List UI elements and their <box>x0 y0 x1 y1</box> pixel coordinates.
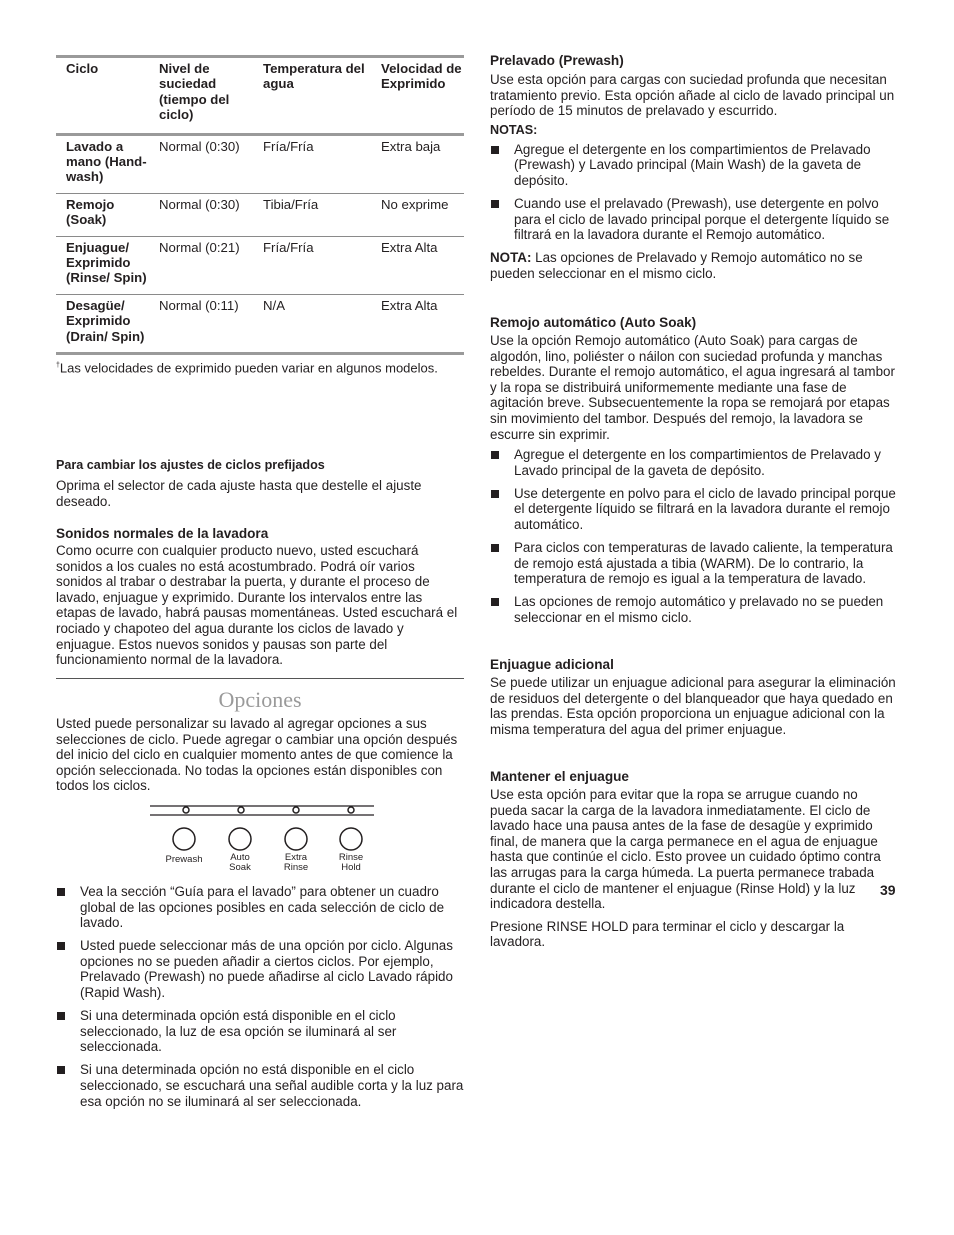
table-cell: Normal (0:21) <box>159 239 240 255</box>
cycle-table <box>56 55 464 376</box>
bullet-item: Vea la sección “Guía para el lavado” para obtener un cuadro global de las opciones posibles en cada selección de ciclo de lavado. <box>56 884 464 931</box>
section-body: Como ocurre con cualquier producto nuevo, usted escuchará sonidos a los cuales no está acostumbrado. Podrá oír varios sonidos al trabar o destrabar la puerta, y durante el proceso de lavado, enjuague y exprimido. Durante los intervalos entre las etapas de lavado, habrá pausas momentáneas. Usted escuchará el rociado y chapoteo del agua durante los ciclos de lavado y enjuague. Estos nuevos sonidos y pausas son parte del funcionamiento normal de la lavadora. <box>56 543 458 668</box>
option-label-extra-rinse: Extra Rinse <box>283 851 309 873</box>
section-body: Use la opción Remojo automático (Auto Soak) para cargas de algodón, lino, poliéster o náilon con suciedad profunda y manchas rebeldes. Durante el remojo automático, el agua ingresará al tambor y la ropa se distribuirá uniformemente mediante una fase de agitación breve. Subsecuentemente la ropa se remojará por etapas sin movimiento del tambor. Después del remojo, la lavadora se escurre sin exprimir. <box>490 333 895 442</box>
section-body: Use esta opción para cargas con suciedad profunda que necesitan tratamiento previo. Esta opción añade al ciclo de lavado principal un período de 15 minutos de prelavado y escurrido. <box>490 72 895 119</box>
bullet-item: Si una determinada opción está disponible en el ciclo seleccionado, la luz de esa opción se iluminará al ser seleccionada. <box>56 1008 464 1055</box>
option-label-rinse-hold: Rinse Hold <box>338 851 364 873</box>
prewash-note: NOTA: Las opciones de Prelavado y Remojo automático no se pueden seleccionar en el mismo ciclo. <box>490 250 863 281</box>
section-body: Usted puede personalizar su lavado al agregar opciones a sus selecciones de ciclo. Puede agregar o cambiar una opción después del inicio del ciclo en cualquier momento antes de que comience la opción seleccionada. No todas la opciones están disponibles con todos los ciclos. <box>56 716 458 794</box>
section-enjuague <box>490 657 898 737</box>
bullet-item: Las opciones de remojo automático y prelavado no se pueden seleccionar en el mismo ciclo. <box>490 594 898 625</box>
header-cell: Temperatura del agua <box>263 61 365 92</box>
section-heading: Para cambiar los ajustes de ciclos prefijados <box>56 458 325 472</box>
section-heading: Remojo automático (Auto Soak) <box>490 315 697 330</box>
table-cell: Extra baja <box>381 138 441 154</box>
table-cell: Fría/Fría <box>263 239 314 255</box>
section-heading: Sonidos normales de la lavadora <box>56 526 269 541</box>
table-cell: No exprime <box>381 196 449 212</box>
table-cell: Fría/Fría <box>263 138 314 154</box>
table-row <box>56 236 464 294</box>
prewash-notes-list <box>490 142 898 243</box>
table-row <box>56 134 464 193</box>
section-prelavado <box>490 53 898 282</box>
bullet-item: Cuando use el prelavado (Prewash), use detergente en polvo para el ciclo de lavado principal porque el detergente líquido se filtrará en la lavadora durante el Remojo automático. <box>490 196 898 243</box>
section-sonidos <box>56 526 464 668</box>
notes-label: NOTAS: <box>490 122 538 137</box>
options-panel-illustration <box>148 803 388 879</box>
bullet-item: Usted puede seleccionar más de una opción por ciclo. Algunas opciones no se pueden añadir a ciertos ciclos. Por ejemplo, Prelavado (Prewash) no puede añadirse al ciclo Lavado rápido (Rapid Wash). <box>56 938 464 1000</box>
table-cell: Enjuague/ Exprimido (Rinse/ Spin) <box>66 239 147 286</box>
section-mantener <box>490 769 898 950</box>
section-body: Use esta opción para evitar que la ropa se arrugue cuando no pueda sacar la carga de la lavadora inmediatamente. El ciclo de lavado hace una pausa antes de la fase de desagüe y exprimido final, de manera que la carga permanece en el agua de enjuague hasta que continúe el ciclo. Esto provee un cuidado óptimo contra las arrugas para la carga húmeda. La puerta permanece trabada durante el ciclo de mantener el enjuague (Rinse Hold) y la luz indicadora destella. <box>490 787 881 912</box>
table-cell: Lavado a mano (Hand-wash) <box>66 138 147 185</box>
section-body: Oprima el selector de cada ajuste hasta que destelle el ajuste deseado. <box>56 478 422 509</box>
section-body: Se puede utilizar un enjuague adicional para asegurar la eliminación de residuos del detergente o del blanqueador que haya quedado en las prendas. Esta opción proporciona un enjuague adicional con la misma temperatura del agua del primer enjuague. <box>490 675 896 737</box>
auto-soak-list <box>490 447 898 625</box>
section-remojo <box>490 315 898 633</box>
bullet-item: Si una determinada opción no está disponible en el ciclo seleccionado, se escuchará una señal audible corta y la luz para esa opción no se iluminará al ser seleccionada. <box>56 1062 464 1109</box>
page-number: 39 <box>880 882 896 898</box>
divider <box>56 678 464 679</box>
option-label-prewash: Prewash <box>165 853 203 865</box>
bullet-item: Para ciclos con temperaturas de lavado caliente, la temperatura de remojo está ajustada a tibia (WARM). De lo contrario, la temperatura de remojo es igual a la temperatura de lavado. <box>490 540 898 587</box>
table-cell: N/A <box>263 297 285 313</box>
header-cell: Velocidad de Exprimido <box>381 61 462 92</box>
header-cell: Nivel de suciedad (tiempo del ciclo) <box>159 61 230 123</box>
bullet-item: Use detergente en polvo para el ciclo de lavado principal porque el detergente líquido se filtrará en la lavadora durante el remojo automático. <box>490 486 898 533</box>
section-opciones <box>56 678 464 1117</box>
table-row <box>56 193 464 236</box>
table-cell: Extra Alta <box>381 239 438 255</box>
table-cell: Tibia/Fría <box>263 196 319 212</box>
table-header-row <box>56 57 464 135</box>
table-row <box>56 294 464 353</box>
bullet-item: Agregue el detergente en los compartimientos de Prelavado (Prewash) y Lavado principal (Main Wash) de la gaveta de depósito. <box>490 142 898 189</box>
option-label-auto-soak: Auto Soak <box>229 851 251 873</box>
bullet-item: Agregue el detergente en los compartimientos de Prelavado y Lavado principal de la gaveta de depósito. <box>490 447 898 478</box>
section-cambiar <box>56 457 464 509</box>
table-footnote: †Las velocidades de exprimido pueden variar en algunos modelos. <box>56 360 438 376</box>
header-cell: Ciclo <box>66 61 99 76</box>
table-cell: Remojo (Soak) <box>66 196 115 228</box>
table-cell: Normal (0:30) <box>159 196 240 212</box>
options-bullet-list <box>56 884 464 1109</box>
table-cell: Desagüe/ Exprimido (Drain/ Spin) <box>66 297 145 344</box>
section-heading: Prelavado (Prewash) <box>490 53 624 68</box>
section-body-2: Presione RINSE HOLD para terminar el ciclo y descargar la lavadora. <box>490 918 845 950</box>
section-heading: Enjuague adicional <box>490 657 614 672</box>
section-title: Opciones <box>218 687 302 712</box>
section-heading: Mantener el enjuague <box>490 769 629 784</box>
table-cell: Extra Alta <box>381 297 438 313</box>
table-cell: Normal (0:30) <box>159 138 240 154</box>
table-cell: Normal (0:11) <box>159 297 239 313</box>
